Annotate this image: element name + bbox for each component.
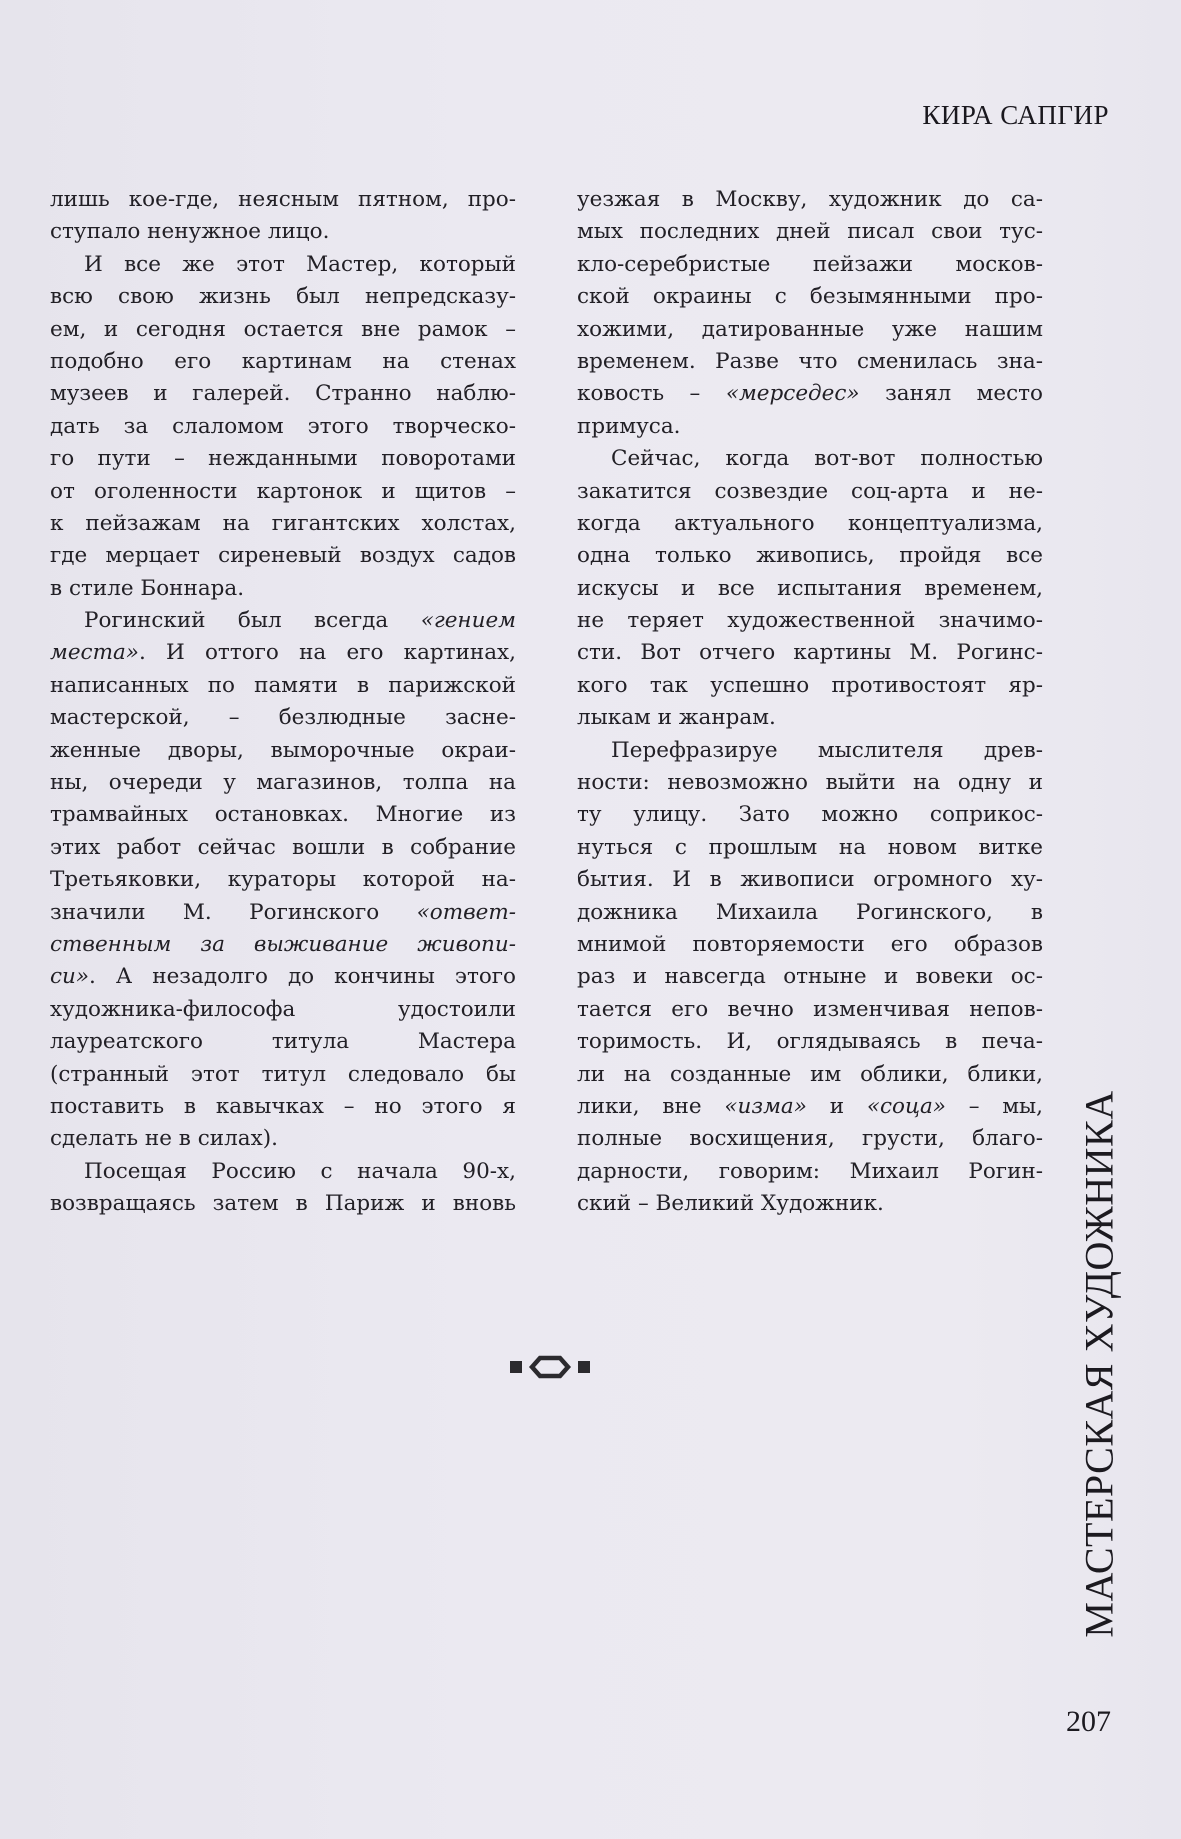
text-line: торимость. И, оглядываясь в печа-	[577, 1029, 1043, 1055]
text-line: трамвайных остановках. Многие из	[50, 802, 516, 828]
hexagon-divider-icon	[500, 1352, 600, 1382]
text-line: лауреатского титула Мастера	[50, 1029, 516, 1055]
running-head-author: КИРА САПГИР	[922, 100, 1109, 130]
italic-quote: «изма»	[724, 1093, 807, 1119]
text-line: ступало ненужное лицо.	[50, 219, 330, 245]
text-line: сти. Вот отчего картины М. Рогинс-	[577, 640, 1043, 666]
italic-quote: места»	[50, 640, 139, 666]
text-line	[50, 929, 516, 961]
text-line: ности: невозможно выйти на одну и	[577, 770, 1043, 796]
text-line: (странный этот титул следовало бы	[50, 1061, 516, 1087]
text-line: поставить в кавычках – но этого я	[50, 1093, 516, 1119]
text-line	[50, 897, 516, 929]
text-line: хожими, датированные уже нашим	[577, 316, 1043, 342]
text-line: дарности, говорим: Михаил Рогин-	[577, 1158, 1043, 1184]
text-line: уезжая в Москву, художник до са-	[577, 187, 1043, 212]
text-run: . А незадолго до кончины этого	[89, 964, 516, 990]
italic-quote: «гением	[420, 608, 516, 634]
text-line: Посещая Россию с начала 90-х,	[84, 1158, 516, 1184]
text-line: возвращаясь затем в Париж и вновь	[50, 1191, 516, 1217]
text-line: искусы и все испытания временем,	[577, 575, 1043, 601]
text-line: от оголенности картонок и щитов –	[50, 478, 516, 504]
text-line: ский – Великий Художник.	[577, 1191, 884, 1217]
text-line: где мерцает сиреневый воздух садов	[50, 543, 516, 569]
text-line: тается его вечно изменчивая непов-	[577, 996, 1043, 1022]
italic-quote: «ответ-	[416, 899, 516, 925]
text-line: дать за слаломом этого творческо-	[50, 413, 516, 439]
text-line: одна только живопись, пройдя все	[577, 543, 1043, 569]
text-line: раз и навсегда отныне и вовеки ос-	[577, 964, 1043, 990]
text-line	[577, 378, 1043, 410]
text-line: примуса.	[577, 413, 681, 439]
text-line: женные дворы, выморочные окраи-	[50, 737, 516, 763]
ornament-hexagon	[532, 1358, 568, 1376]
text-line: ем, и сегодня остается вне рамок –	[50, 316, 516, 342]
text-run: ковость –	[577, 381, 726, 407]
ornament-square-left	[510, 1361, 522, 1373]
italic-quote: ственным за выживание живопи-	[50, 931, 516, 957]
text-line: сделать не в силах).	[50, 1126, 278, 1152]
text-line: всю свою жизнь был непредсказу-	[50, 284, 516, 310]
text-line	[50, 637, 516, 669]
ornament-square-right	[578, 1361, 590, 1373]
text-line: бытия. И в живописи огромного ху-	[577, 867, 1043, 893]
text-run: занял место	[859, 381, 1043, 407]
text-line: дожника Михаила Рогинского, в	[577, 899, 1043, 925]
text-line: не теряет художественной значимо-	[577, 608, 1043, 634]
text-line: ли на созданные им облики, блики,	[577, 1061, 1043, 1087]
text-column-right	[577, 184, 1043, 1221]
text-line: ны, очереди у магазинов, толпа на	[50, 770, 516, 796]
text-run: – мы,	[945, 1093, 1043, 1119]
section-title-text: МАСТЕРСКАЯ ХУДОЖНИКА	[1076, 1090, 1122, 1638]
text-line: художника-философа удостоили	[50, 996, 516, 1022]
text-line: кого так успешно противостоят яр-	[577, 672, 1043, 698]
text-run: значили М. Рогинского	[50, 899, 417, 925]
italic-quote: «мерседес»	[725, 381, 860, 407]
text-line: полные восхищения, грусти, благо-	[577, 1126, 1043, 1152]
text-line: нуться с прошлым на новом витке	[577, 834, 1043, 860]
text-line: ту улицу. Зато можно соприкос-	[577, 802, 1043, 828]
text-line: лыкам и жанрам.	[577, 705, 776, 731]
text-line	[50, 961, 516, 993]
text-line: музеев и галерей. Странно наблю-	[50, 381, 516, 407]
text-line: мнимой повторяемости его образов	[577, 931, 1043, 957]
text-line: лишь кое-где, неясным пятном, про-	[50, 187, 516, 212]
text-line: И все же этот Мастер, который	[84, 251, 516, 277]
text-run: и	[806, 1093, 867, 1119]
text-line: мых последних дней писал свои тус-	[577, 219, 1043, 245]
text-run: Рогинский был всегда	[84, 608, 421, 634]
text-line	[50, 605, 516, 637]
text-line: закатится созвездие соц-арта и не-	[577, 478, 1043, 504]
text-line: в стиле Боннара.	[50, 575, 245, 601]
text-line: когда актуального концептуализма,	[577, 510, 1043, 536]
text-line: написанных по памяти в парижской	[50, 672, 516, 698]
text-column-left	[50, 184, 516, 1221]
text-line: подобно его картинам на стенах	[50, 348, 516, 374]
text-line: Третьяковки, кураторы которой на-	[50, 867, 516, 893]
italic-quote: «соца»	[866, 1093, 946, 1119]
page-number: 207	[1066, 1705, 1111, 1738]
italic-quote: си»	[50, 964, 90, 990]
text-line: го пути – нежданными поворотами	[50, 446, 516, 472]
text-line: Перефразируе мыслителя древ-	[611, 737, 1043, 763]
text-line: ской окраины с безымянными про-	[577, 284, 1043, 310]
text-run: . И оттого на его картинах,	[138, 640, 516, 666]
text-line: кло-серебристые пейзажи москов-	[577, 251, 1043, 277]
text-line: этих работ сейчас вошли в собрание	[50, 834, 516, 860]
text-run: лики, вне	[577, 1093, 725, 1119]
section-title-vertical	[1069, 1064, 1129, 1664]
text-line	[577, 1091, 1043, 1123]
text-line: к пейзажам на гигантских холстах,	[50, 510, 516, 536]
text-line: мастерской, – безлюдные засне-	[50, 705, 516, 731]
text-line: Сейчас, когда вот-вот полностью	[611, 446, 1043, 472]
text-line: временем. Разве что сменилась зна-	[577, 348, 1043, 374]
